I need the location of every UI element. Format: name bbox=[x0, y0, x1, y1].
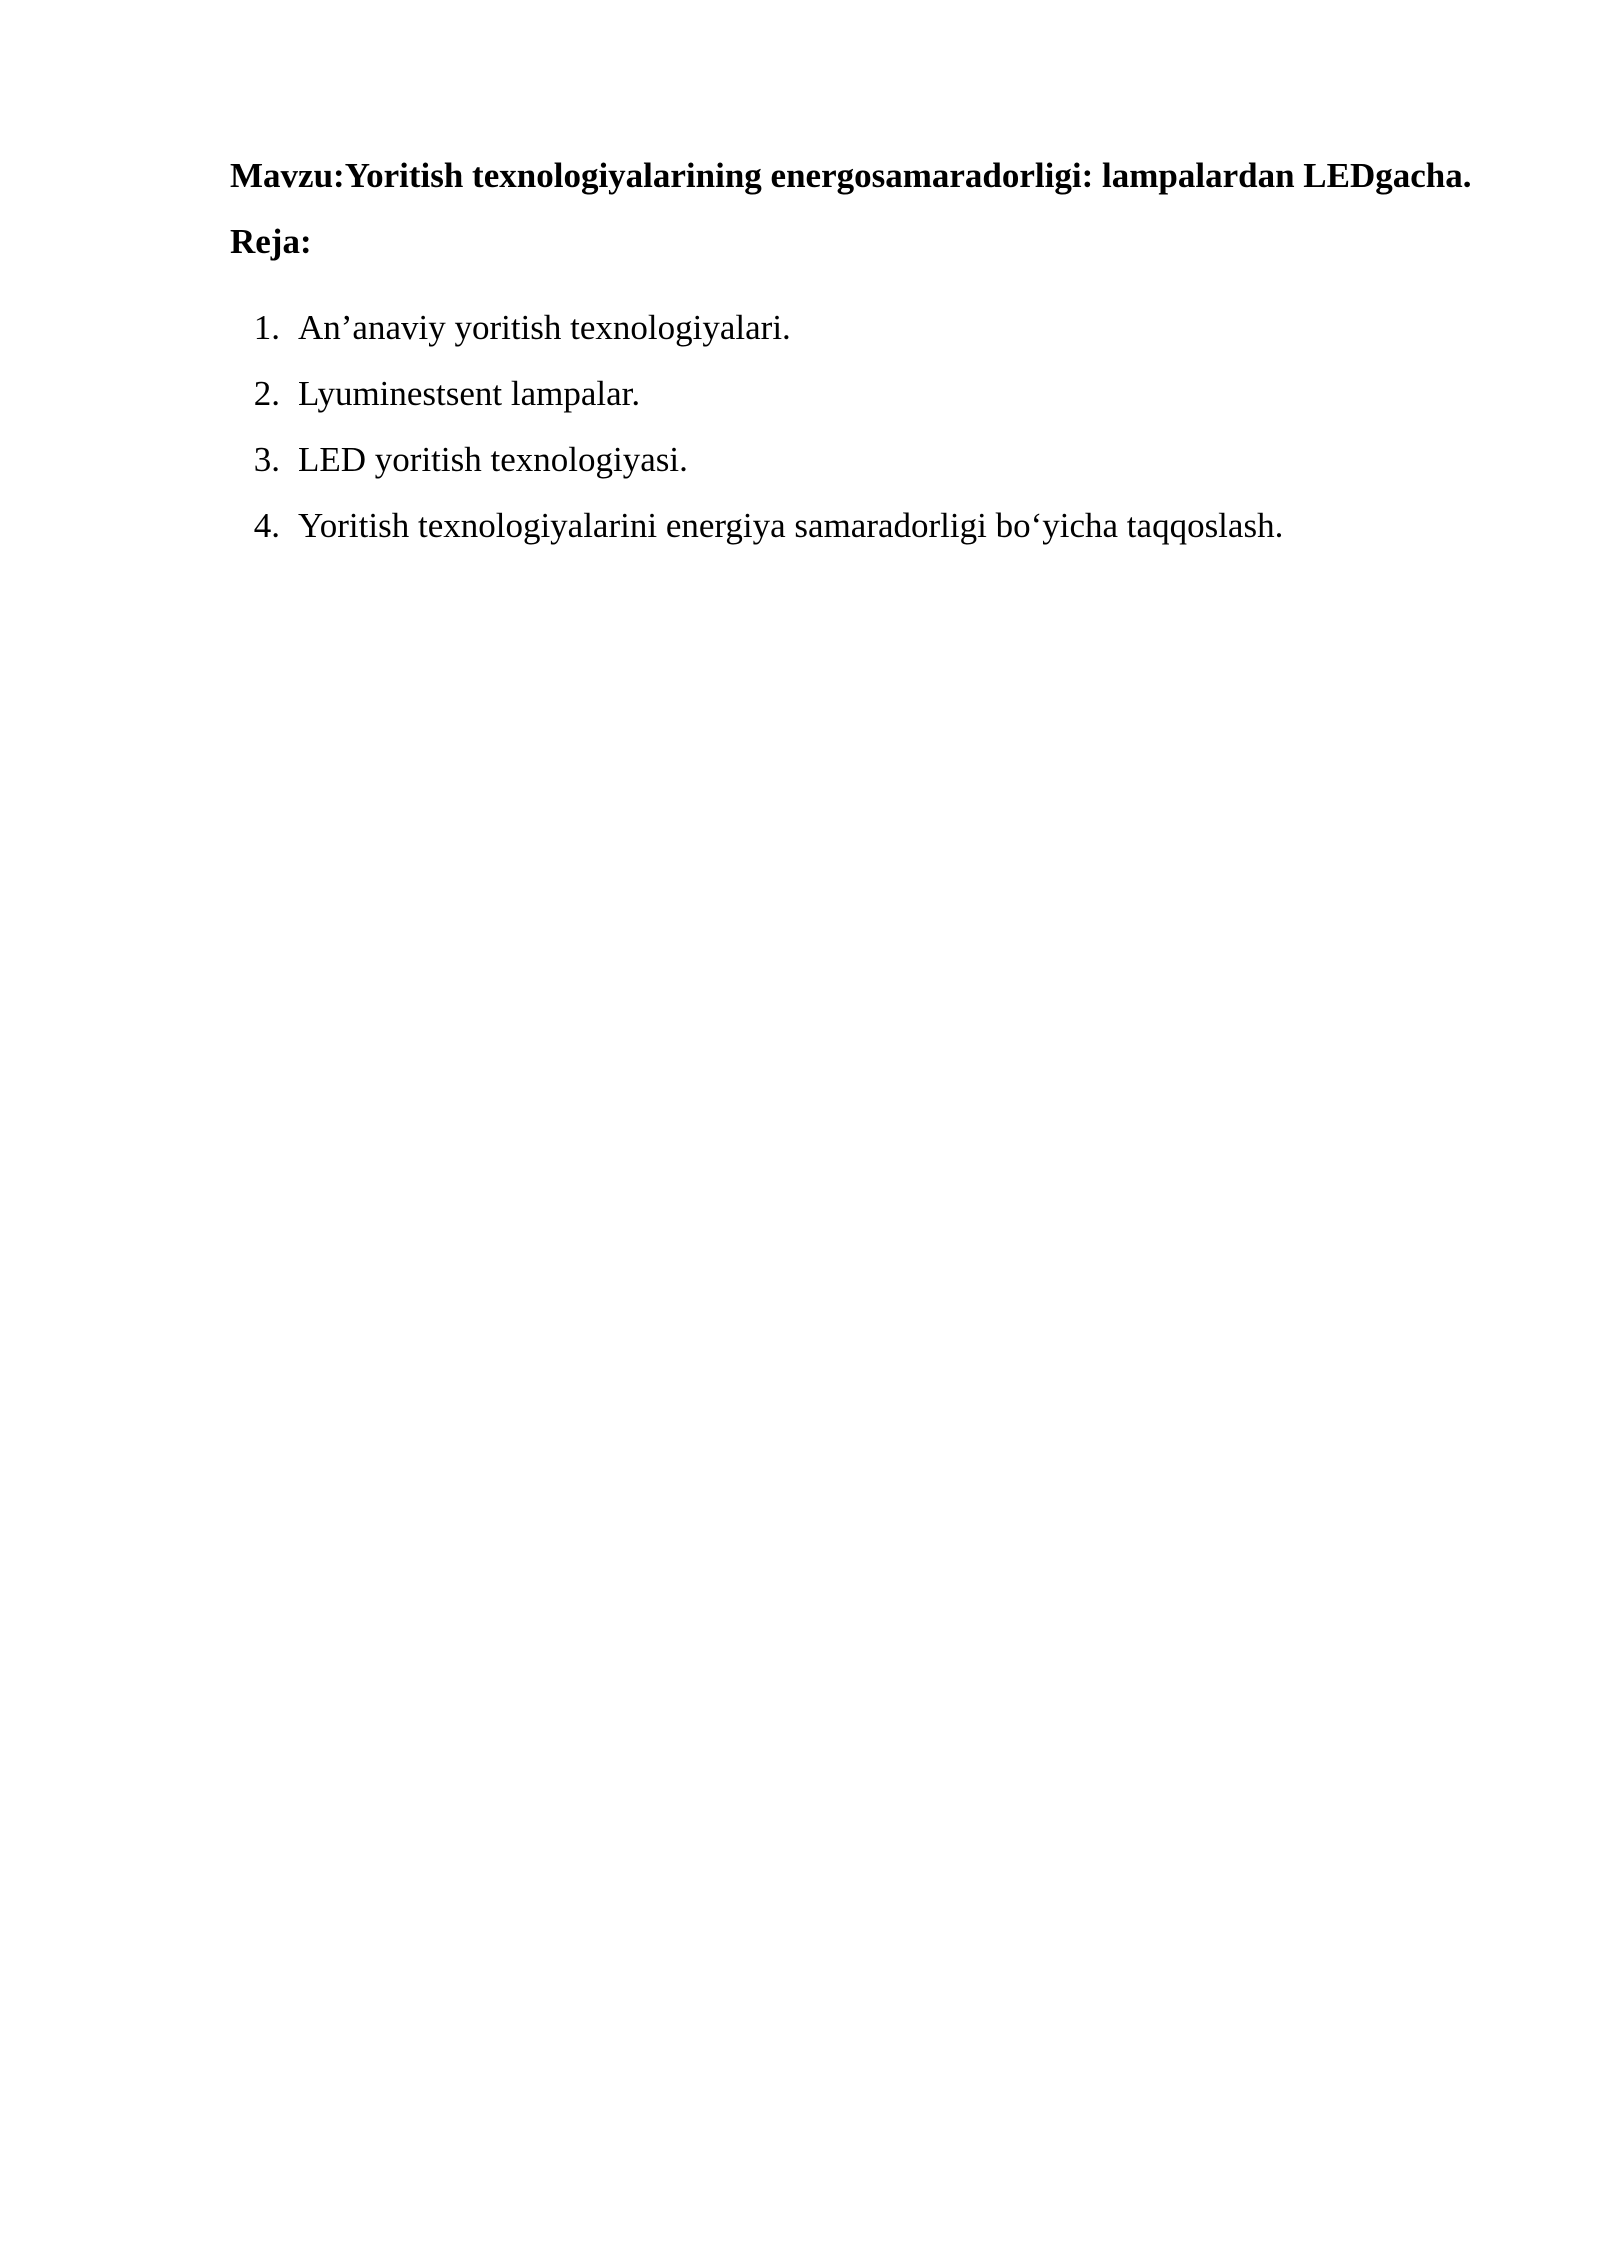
plan-item-2 bbox=[230, 361, 1488, 427]
plan-item-3 bbox=[230, 427, 1488, 493]
plan-item-number: 1. bbox=[253, 308, 280, 347]
plan-item-text: An’anaviy yoritish texnologiyalari. bbox=[298, 308, 791, 347]
plan-item-number: 3. bbox=[253, 440, 280, 479]
plan-item-text: Lyuminestsent lampalar. bbox=[298, 374, 641, 413]
plan-heading: Reja: bbox=[230, 222, 312, 261]
plan-item-number: 2. bbox=[253, 374, 280, 413]
plan-item-text: LED yoritish texnologiyasi. bbox=[298, 440, 688, 479]
document-body bbox=[230, 143, 1488, 559]
plan-item-number: 4. bbox=[253, 506, 280, 545]
plan-item-text: Yoritish texnologiyalarini energiya samaradorligi bo‘yicha taqqoslash. bbox=[298, 506, 1284, 545]
plan-list bbox=[230, 295, 1488, 559]
plan-item-4 bbox=[230, 493, 1488, 559]
plan-item-1 bbox=[230, 295, 1488, 361]
document-title: Mavzu:Yoritish texnologiyalarining energosamaradorligi: lampalardan LEDgacha. bbox=[230, 156, 1472, 195]
